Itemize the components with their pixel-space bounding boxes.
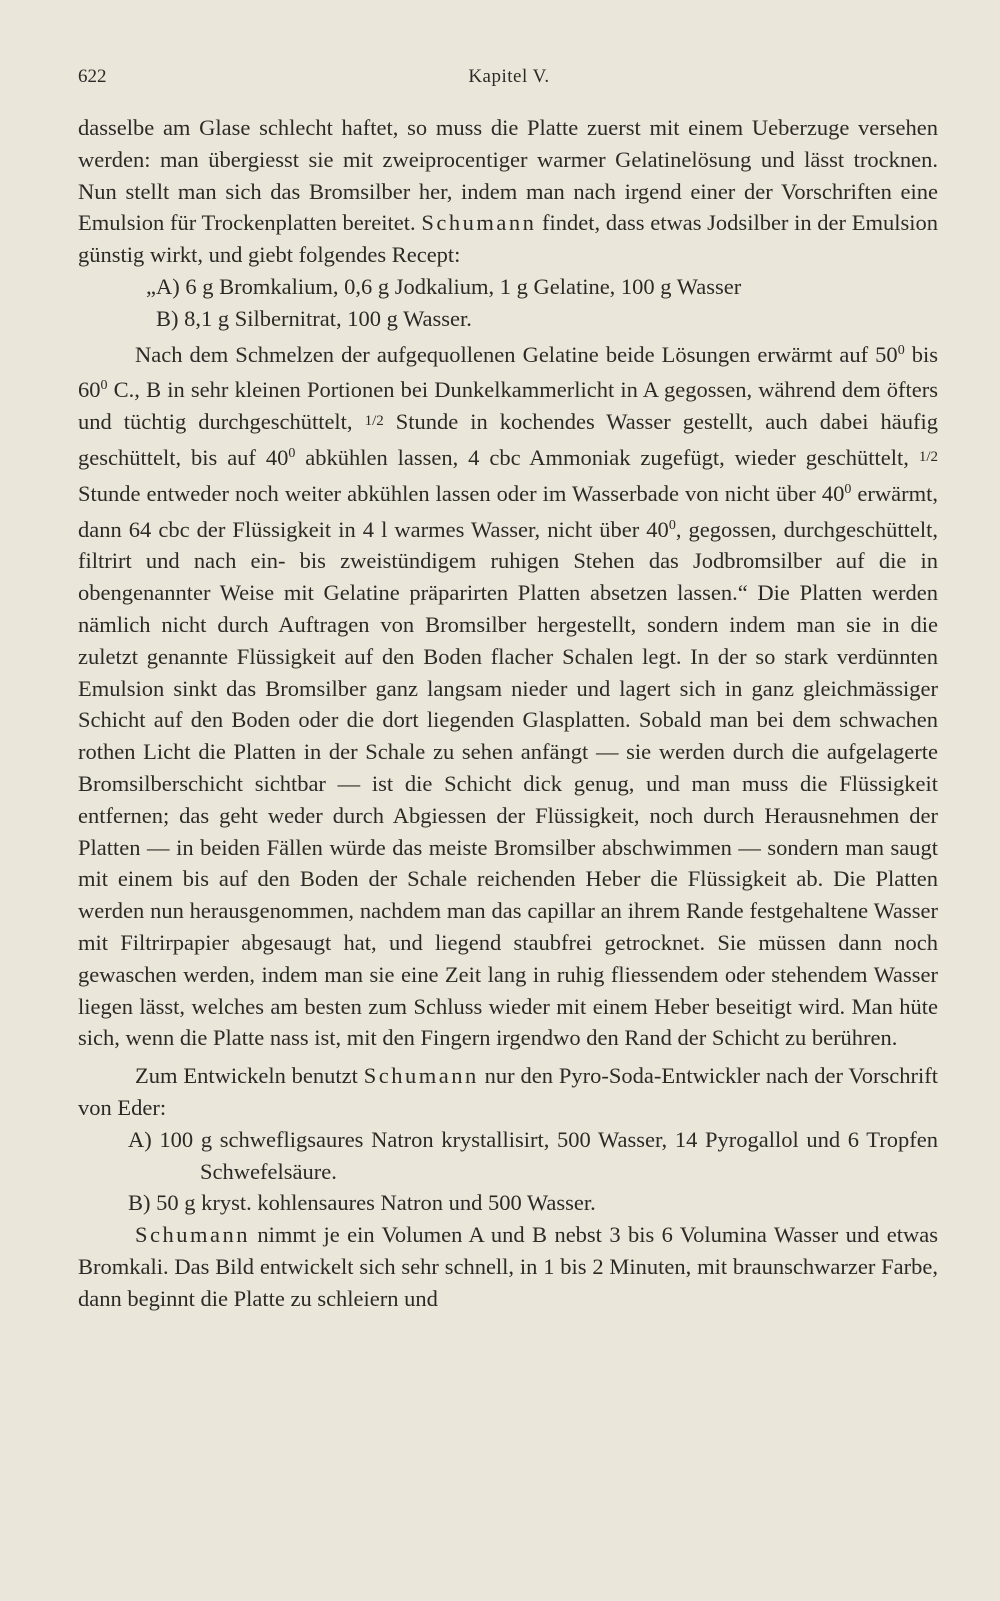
paragraph-2-part: abkühlen lassen, 4 cbc Ammoniak zugefügt, wieder geschüttelt, [295,444,919,470]
paragraph-2-part: Nach dem Schmelzen der aufgequollenen Gelatine beide Lösungen erwärmt auf 50 [135,341,898,367]
author-name: Schumann [421,210,537,236]
paragraph-1 [78,112,938,271]
paragraph-3-part: Zum Entwickeln benutzt [135,1063,364,1089]
paragraph-1-text: dasselbe am Glase schlecht haftet, so muss die Platte zuerst mit einem Ueberzuge versehen werden: man übergiesst sie mit zweiprocentiger warmer Gelatinelösung und lässt trocknen. Nun stellt man sich das Bromsilber her, indem man nach irgend einer der Vorschriften eine Emulsion für Trockenplatten bereitet. [78,115,938,236]
paragraph-2-part: C., B in sehr kleinen Portionen bei Dunkelkammerlicht in A gegossen, während dem öfters und tüchtig durchgeschüttelt, [78,377,938,435]
paragraph-3-part: nur den Pyro-Soda-Entwickler nach der Vorschrift von Eder: [78,1063,938,1120]
paragraph-2-part: , gegossen, durchgeschüttelt, filtrirt und nach ein- bis zweistündigem ruhigen Stehen das Jodbromsilber auf die in obengenannter Weise mit Gelatine präparirten Platten absetzen lassen.“ Die Platten werden nämlich nicht durch Auftragen von Bromsilber hergestellt, sondern indem man sie in die zuletzt genannte Flüssigkeit auf den Boden flacher Schalen legt. In der so stark verdünnten Emulsion sinkt das Bromsilber ganz langsam nieder und lagert sich in ganz gleichmässiger Schicht auf den Boden oder die dort liegenden Glasplatten. Sobald man bei dem schwachen rothen Licht die Platten in der Schale zu sehen anfängt — sie werden durch die aufgelagerte Bromsilberschicht sichtbar — ist die Schicht dick genug, und man muss die Flüssigkeit entfernen; das geht weder durch Abgiessen der Flüssigkeit, noch durch Herausnehmen der Platten — in beiden Fällen würde das meiste Bromsilber abschwimmen — sondern man saugt mit einem bis auf den Boden der Schale reichenden Heber die Flüssigkeit ab. Die Platten werden nun herausgenommen, nachdem man das capillar an ihrem Rande festgehaltene Wasser mit Filtrirpapier abgesaugt hat, und liegend staubfrei getrocknet. Sie müssen dann noch gewaschen werden, indem man sie eine Zeit lang in ruhig fliessendem oder stehendem Wasser liegen lässt, welches am besten zum Schluss wieder mit einem Heber beseitigt wird. Man hüte sich, wenn die Platte nass ist, mit den Fingern irgendwo den Rand der Schicht zu berühren. [78,516,938,1051]
paragraph-2-part: erwärmt, dann 64 cbc der Flüssigkeit in 4 l warmes Wasser, nicht über 40 [78,480,938,542]
paragraph-4 [78,1219,938,1314]
running-head: Kapitel V. [468,66,550,87]
paragraph-4-part: nimmt je ein Volumen A und B nebst 3 bis 6 Volumina Wasser und etwas Bromkali. Das Bild entwickelt sich sehr schnell, in 1 bis 2 Minuten, mit braunschwarzer Farbe, dann beginnt die Platte zu schleiern und [78,1222,938,1311]
author-name: Schumann [363,1063,479,1089]
degree-sign: 0 [844,481,852,497]
paragraph-1-end: findet, dass etwas Jodsilber in der Emulsion günstig wirkt, und giebt folgendes Recept: [78,210,938,268]
paragraph-2-part: Stunde entweder noch weiter abkühlen lassen oder im Wasserbade von nicht über 40 [78,480,845,506]
author-name: Schumann [135,1222,250,1248]
developer-a: A) 100 g schwefligsaures Natron krystallisirt, 500 Wasser, 14 Pyrogallol und 6 Tropfen Schwefelsäure. [128,1126,938,1184]
recipe-b: B) 8,1 g Silbernitrat, 100 g Wasser. [156,305,472,331]
paragraph-2-part: Stunde in kochendes Wasser gestellt, auch dabei häufig geschüttelt, bis auf 40 [78,409,938,470]
degree-sign: 0 [288,445,296,461]
fraction-half: 1/2 [364,413,384,430]
fraction-half: 1/2 [918,448,938,465]
paragraph-2-part: bis 60 [78,341,938,403]
paragraph-2 [78,335,938,1055]
recipe-a: „A) 6 g Bromkalium, 0,6 g Jodkalium, 1 g Gelatine, 100 g Wasser [146,273,742,299]
body-text [78,112,938,1314]
developer-b: B) 50 g kryst. kohlensaures Natron und 500 Wasser. [128,1190,596,1216]
page-number: 622 [78,66,107,87]
page-header [78,66,940,98]
degree-sign: 0 [100,378,108,394]
degree-sign: 0 [668,517,676,533]
degree-sign: 0 [897,342,905,358]
paragraph-3 [78,1060,938,1124]
